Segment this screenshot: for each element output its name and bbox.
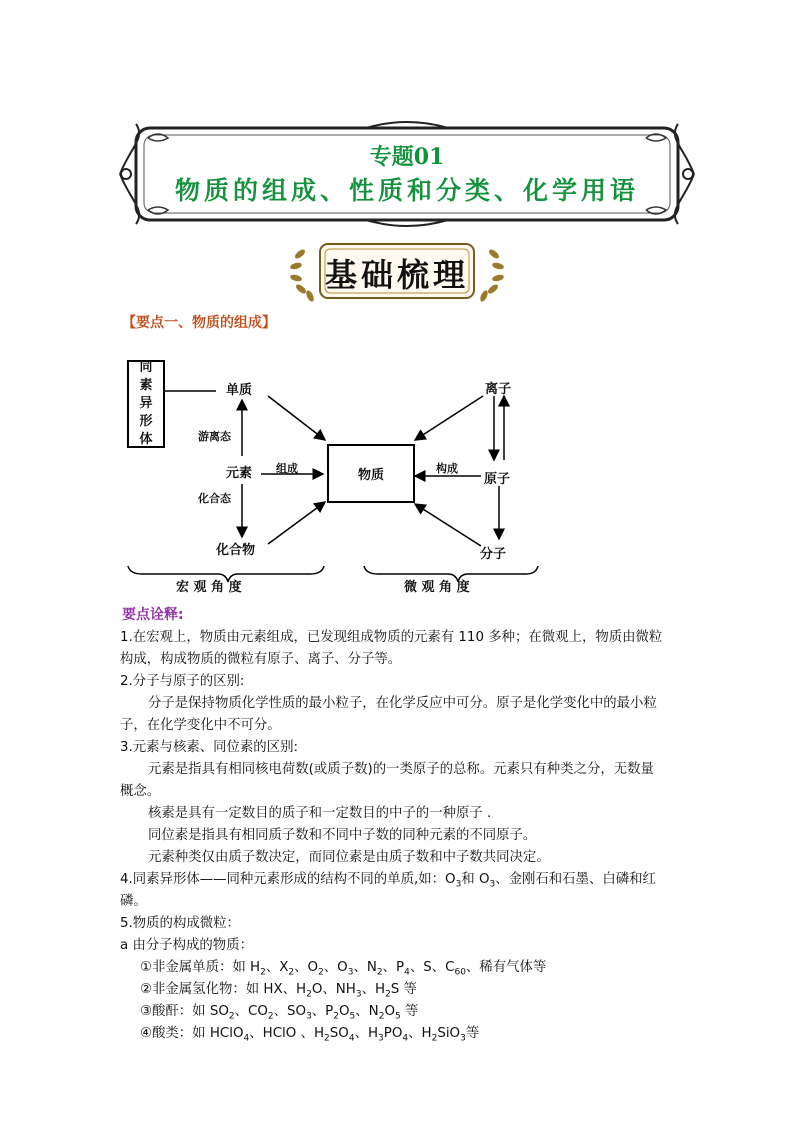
note-line: 子，在化学变化中不可分。 — [120, 718, 281, 733]
note-line-nonmetal-elements: ①非金属单质：如 $H_2$、$X_2$、$O_2$、$O_3$、$N_2$、$P_4$、S、$C_{60}$、稀有气体等 — [140, 960, 547, 978]
title-banner — [116, 118, 698, 230]
note-line: 元素是指具有相同核电荷数(或质子数)的一类原子的总称。元素只有种类之分，无数量 — [148, 762, 654, 777]
note-line: 核素是具有一定数目的质子和一定数目的中子的一种原子 . — [148, 806, 492, 821]
note-line: 1.在宏观上，物质由元素组成，已发现组成物质的元素有 110 多种；在微观上，物质由微粒 — [120, 630, 663, 645]
note-line: 磷。 — [120, 894, 147, 909]
note-line-anhydrides: ③酸酐：如 $SO_2$、$CO_2$、$SO_3$、$P_2O_5$、$N_2O_5$ 等 — [140, 1004, 419, 1022]
allotrope-label: 同素异形体 — [139, 360, 153, 447]
simple-substance-label: 单质 — [226, 383, 253, 398]
compound-label: 化合物 — [216, 543, 256, 558]
ion-label: 离子 — [485, 382, 512, 397]
note-line: 概念。 — [120, 784, 161, 799]
note-line: 同位素是指具有相同质子数和不同中子数的同种元素的不同原子。 — [148, 828, 537, 843]
badge-label: 基础梳理 — [324, 256, 469, 294]
element-label: 元素 — [226, 466, 253, 481]
topic-number: 专题01 — [369, 144, 445, 170]
composition-diagram — [118, 344, 548, 600]
atom-label: 原子 — [484, 472, 511, 487]
note-line: 3.元素与核素、同位素的区别: — [120, 740, 298, 755]
section-badge — [286, 238, 508, 304]
micro-perspective-label: 微 观 角 度 — [404, 580, 470, 595]
note-line-allotrope: 4.同素异形体——同种元素形成的结构不同的单质,如：$O_3$和 $O_3$、金刚石和石墨、白磷和红 — [120, 872, 656, 890]
molecule-label: 分子 — [480, 547, 507, 562]
compose-label: 组成 — [276, 462, 298, 475]
note-line: 2.分子与原子的区别: — [120, 674, 245, 689]
note-line: 元素种类仅由质子数决定，而同位素是由质子数和中子数共同决定。 — [148, 850, 550, 865]
note-line-acids: ④酸类：如 HClO$_4$、HClO 、$H_2SO_4$、$H_3PO_4$、$H_2SiO_3$等 — [140, 1026, 480, 1044]
note-line: 5.物质的构成微粒： — [120, 916, 240, 931]
note-line: 分子是保持物质化学性质的最小粒子，在化学反应中可分。原子是化学变化中的最小粒 — [148, 696, 657, 711]
matter-box — [327, 444, 415, 503]
note-line-hydrides: ②非金属氢化物：如 HX、$H_2O$、$NH_3$、$H_2S$ 等 — [140, 982, 417, 1000]
combined-state-label: 化合态 — [198, 492, 231, 505]
notes-heading: 要点诠释: — [122, 607, 184, 623]
free-state-label: 游离态 — [198, 430, 231, 443]
topic-title: 物质的组成、性质和分类、化学用语 — [174, 176, 639, 205]
matter-label: 物质 — [357, 468, 384, 483]
allotrope-box — [127, 360, 165, 448]
note-line: a 由分子构成的物质： — [120, 938, 253, 953]
macro-perspective-label: 宏 观 角 度 — [176, 580, 242, 595]
note-line: 构成，构成物质的微粒有原子、离子、分子等。 — [120, 652, 402, 667]
section-heading: 【要点一、物质的组成】 — [122, 315, 276, 331]
construct-label: 构成 — [436, 462, 458, 475]
